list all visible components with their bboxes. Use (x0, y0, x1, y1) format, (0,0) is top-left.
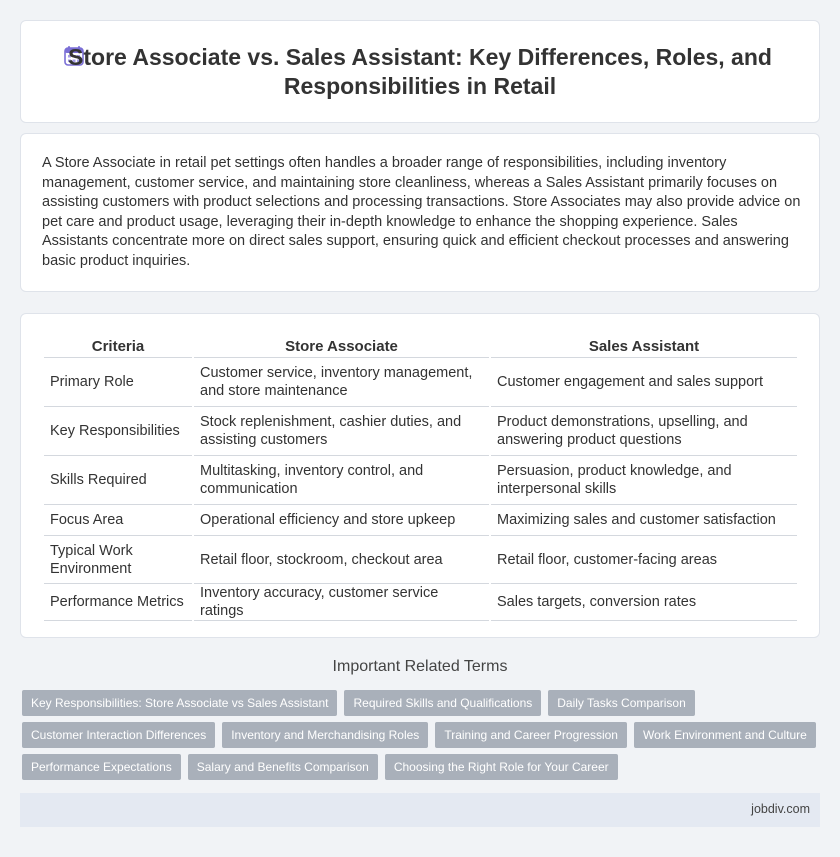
row-store-associate: Retail floor, stockroom, checkout area (194, 536, 489, 584)
related-term-tag[interactable]: Work Environment and Culture (634, 722, 816, 748)
related-term-tag[interactable]: Salary and Benefits Comparison (188, 754, 378, 780)
row-criteria: Skills Required (44, 456, 192, 505)
related-term-tag[interactable]: Choosing the Right Role for Your Career (385, 754, 618, 780)
intro-card (20, 133, 820, 292)
row-criteria: Focus Area (44, 505, 192, 536)
header-store-associate: Store Associate (194, 334, 489, 358)
comparison-table (42, 334, 799, 621)
row-criteria: Typical Work Environment (44, 536, 192, 584)
row-store-associate: Customer service, inventory management, and store maintenance (194, 358, 489, 407)
comparison-card (20, 313, 820, 638)
page-title: Store Associate vs. Sales Assistant: Key Differences, Roles, and Responsibilities in Retail (68, 44, 772, 99)
table-row (44, 584, 797, 621)
row-sales-assistant: Customer engagement and sales support (491, 358, 797, 407)
footer (20, 793, 820, 827)
row-sales-assistant: Product demonstrations, upselling, and answering product questions (491, 407, 797, 456)
related-term-tag[interactable]: Daily Tasks Comparison (548, 690, 695, 716)
related-term-tag[interactable]: Key Responsibilities: Store Associate vs Sales Assistant (22, 690, 337, 716)
header-sales-assistant: Sales Assistant (491, 334, 797, 358)
table-row (44, 358, 797, 407)
row-store-associate: Stock replenishment, cashier duties, and assisting customers (194, 407, 489, 456)
related-term-tag[interactable]: Training and Career Progression (435, 722, 627, 748)
related-term-tag[interactable]: Performance Expectations (22, 754, 181, 780)
related-terms-title: Important Related Terms (332, 658, 508, 675)
table-row (44, 456, 797, 505)
table-row (44, 505, 797, 536)
table-row (44, 536, 797, 584)
related-term-tag[interactable]: Inventory and Merchandising Roles (222, 722, 428, 748)
row-sales-assistant: Persuasion, product knowledge, and interpersonal skills (491, 456, 797, 505)
row-criteria: Performance Metrics (44, 584, 192, 621)
footer-site[interactable]: jobdiv.com (751, 802, 810, 816)
header-criteria: Criteria (44, 334, 192, 358)
row-sales-assistant: Maximizing sales and customer satisfaction (491, 505, 797, 536)
row-criteria: Primary Role (44, 358, 192, 407)
row-store-associate: Operational efficiency and store upkeep (194, 505, 489, 536)
related-terms-list (22, 690, 822, 786)
table-row (44, 407, 797, 456)
row-criteria: Key Responsibilities (44, 407, 192, 456)
header-card (20, 20, 820, 123)
related-term-tag[interactable]: Customer Interaction Differences (22, 722, 215, 748)
row-sales-assistant: Sales targets, conversion rates (491, 584, 797, 621)
row-store-associate: Multitasking, inventory control, and communication (194, 456, 489, 505)
row-sales-assistant: Retail floor, customer-facing areas (491, 536, 797, 584)
intro-text: A Store Associate in retail pet settings often handles a broader range of responsibilities, including inventory management, customer service, and maintaining store cleanliness, whereas a Sales Assistant primarily focuses on assisting customers with product selections and processing transactions. Store Associates may also provide advice on pet care and product usage, leveraging their in-depth knowledge to enhance the shopping experience. Sales Assistants concentrate more on direct sales support, ensuring quick and efficient checkout processes and answering basic product inquiries. (42, 155, 801, 269)
related-term-tag[interactable]: Required Skills and Qualifications (344, 690, 541, 716)
row-store-associate: Inventory accuracy, customer service ratings (194, 584, 489, 621)
